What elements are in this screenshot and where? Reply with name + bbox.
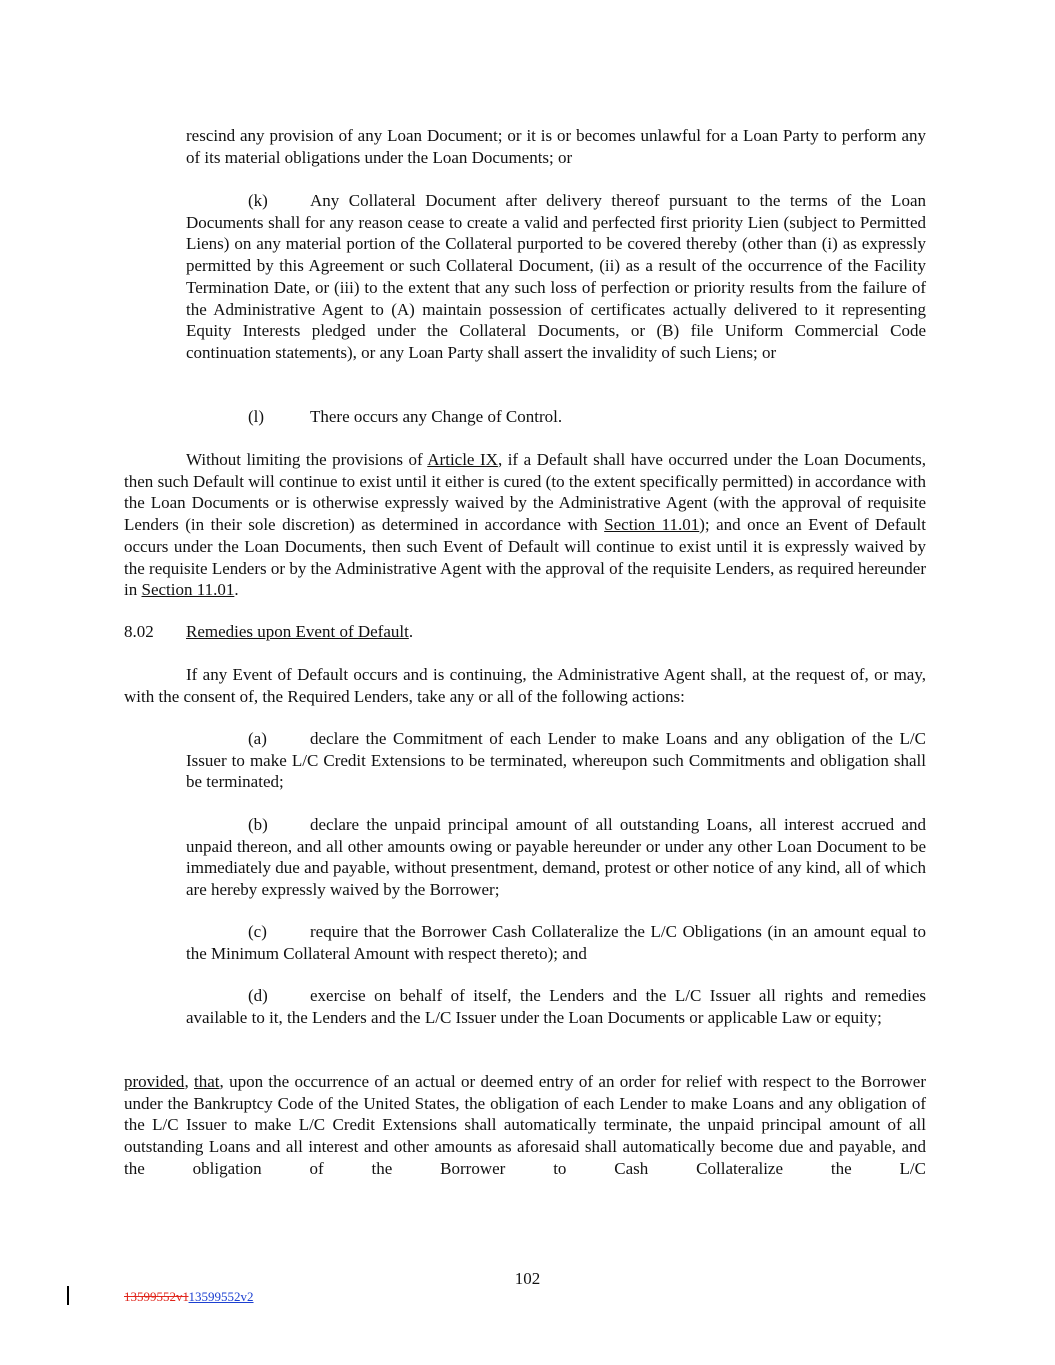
remedy-b-marker: (b) — [248, 815, 268, 834]
item-l-text: There occurs any Change of Control. — [310, 407, 563, 426]
page-number: 102 — [514, 1269, 541, 1288]
remedy-d — [186, 985, 926, 1028]
section-title-period: . — [408, 622, 414, 641]
section-11-01-reference: Section 11.01 — [604, 515, 700, 535]
text-run: Without limiting the provisions of — [186, 450, 428, 469]
section-heading — [124, 621, 413, 643]
remedy-c — [186, 921, 926, 964]
that-word: that — [194, 1072, 220, 1091]
remedy-d-text: exercise on behalf of itself, the Lenders and the L/C Issuer all rights and remedies available to it, the Lenders and the L/C Issuer under the Loan Documents or applicable Law or equity; — [186, 986, 926, 1027]
remedy-a — [186, 728, 926, 793]
text-run: ); and once an Event of Default occurs under the Loan Documents, then such Event of Default will continue to exist until it is expressly waived by the requisite Lenders or by the Administrative Agent with the approval of the requisite Lenders, as required hereunder in — [124, 515, 926, 600]
document-id — [124, 1289, 254, 1305]
document-id-deleted: 13599552v1 — [124, 1289, 189, 1304]
section-title: Remedies upon Event of Default — [186, 622, 409, 641]
text-run: . — [234, 580, 239, 600]
item-k-text: Any Collateral Document after delivery thereof pursuant to the terms of the Loan Documents shall for any reason cease to create a valid and perfected first priority Lien (subject to Permitted Liens) on any material portion of the Collateral purported to be covered thereby (other than (i) as expressly permitted by this Agreement or such Collateral Document, (ii) as a result of the occurrence of the Facility Termination Date, or (iii) to the extent that any such loss of perfection or priority results from the failure of the Administrative Agent to (A) maintain possession of certificates actually delivered to it representing Equity Interests pledged under the Collateral Documents, or (B) file Uniform Commercial Code continuation statements), or any Loan Party shall assert the invalidity of such Liens; or — [186, 191, 926, 362]
article-ix-reference: Article IX — [427, 450, 498, 469]
provided-word: provided — [124, 1072, 185, 1091]
section-number: 8.02 — [124, 622, 154, 641]
change-bar — [67, 1286, 69, 1305]
remedies-intro — [124, 664, 926, 707]
remedy-c-text: require that the Borrower Cash Collateralize the L/C Obligations (in an amount equal to the Minimum Collateral Amount with respect thereto); and — [186, 922, 926, 963]
remedies-intro-text: If any Event of Default occurs and is continuing, the Administrative Agent shall, at the request of, or may, with the consent of, the Required Lenders, take any or all of the following actions: — [124, 665, 926, 706]
proviso-text: , upon the occurrence of an actual or deemed entry of an order for relief with respect to the Borrower under the Bankruptcy Code of the United States, the obligation of each Lender to make Loans and any obligation of the L/C Issuer to make L/C Credit Extensions shall automatically terminate, the unpaid principal amount of all outstanding Loans and all interest and other amounts as aforesaid shall automatically become due and payable, and the obligation of the Borrower to Cash Collateralize the L/C — [124, 1072, 926, 1178]
remedy-b — [186, 814, 926, 901]
document-id-inserted: 13599552v2 — [188, 1289, 254, 1304]
paragraph-j-continuation: rescind any provision of any Loan Document; or it is or becomes unlawful for a Loan Party to perform any of its material obligations under the Loan Documents; or — [186, 126, 926, 167]
text-run: , if a Default shall have occurred under the Loan Documents, then such Default will continue to exist until it either is cured (to the extent specifically permitted) in accordance with the Loan Documents or is otherwise expressly waived by the Administrative Agent (with the approval of requisite Lenders (in their sole discretion) as determined in accordance with — [124, 450, 926, 535]
remedy-a-text: declare the Commitment of each Lender to make Loans and any obligation of the L/C Issuer to make L/C Credit Extensions to be terminated, whereupon such Commitments and obligation shall be terminated; — [186, 729, 926, 792]
item-k-marker: (k) — [248, 191, 268, 210]
text-run: , — [184, 1072, 194, 1091]
without-limiting-paragraph — [124, 449, 926, 601]
section-11-01-reference: Section 11.01 — [141, 580, 235, 600]
remedy-d-marker: (d) — [248, 986, 268, 1005]
proviso-paragraph — [124, 1071, 926, 1180]
item-k — [186, 190, 926, 364]
remedy-b-text: declare the unpaid principal amount of all outstanding Loans, all interest accrued and unpaid thereon, and all other amounts owing or payable hereunder or under any other Loan Document to be immediately due and payable, without presentment, demand, protest or other notice of any kind, all of which are hereby expressly waived by the Borrower; — [186, 815, 926, 900]
remedy-a-marker: (a) — [248, 729, 267, 748]
item-l-marker: (l) — [248, 407, 265, 426]
remedy-c-marker: (c) — [248, 922, 267, 941]
item-l — [186, 406, 926, 428]
